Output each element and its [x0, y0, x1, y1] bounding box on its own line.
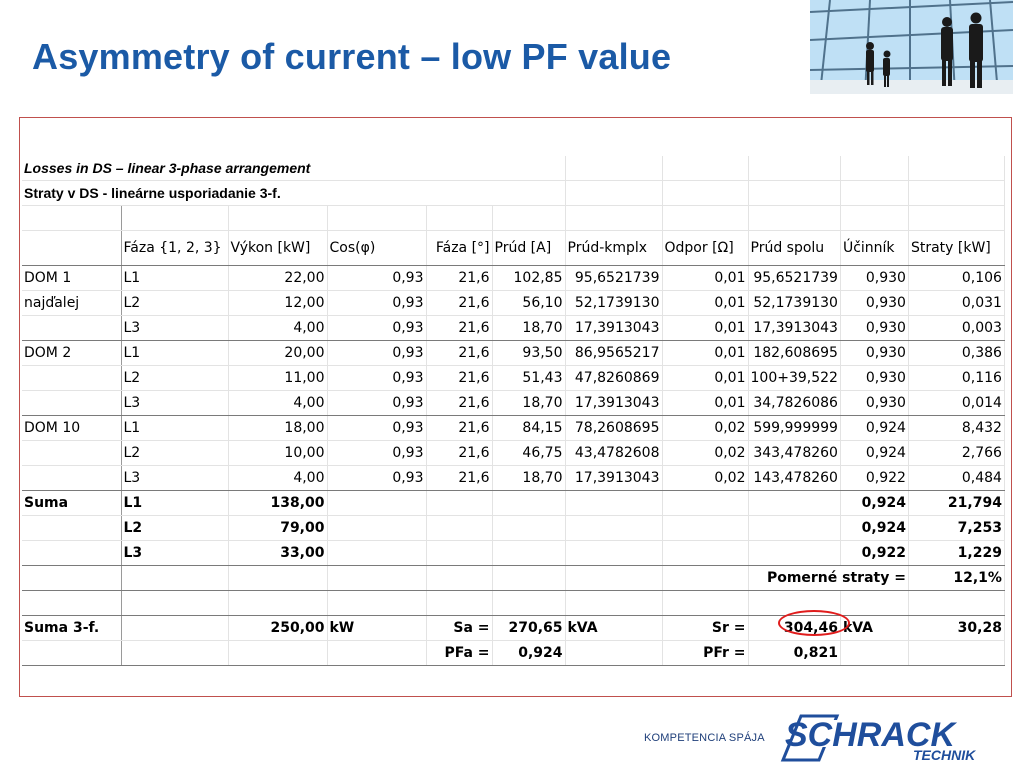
table-cell: 18,00 [228, 416, 327, 441]
total-power-unit: kW [327, 616, 426, 641]
table-cell: 0,924 [840, 516, 908, 541]
total-losses: 30,28 [908, 616, 1004, 641]
table-cell [748, 516, 840, 541]
table-cell: 10,00 [228, 441, 327, 466]
footer-tagline: KOMPETENCIA SPÁJA [644, 732, 765, 744]
table-cell: 0,01 [662, 291, 748, 316]
table-cell [662, 491, 748, 516]
table-cell: 18,70 [492, 316, 565, 341]
table-cell: 0,031 [908, 291, 1004, 316]
table-cell: 78,2608695 [565, 416, 662, 441]
table-cell: L3 [121, 316, 228, 341]
table-cell: 17,3913043 [565, 391, 662, 416]
table-cell: 79,00 [228, 516, 327, 541]
table-row [22, 291, 1004, 316]
table-cell: 47,8260869 [565, 366, 662, 391]
header-cell: Odpor [Ω] [662, 231, 748, 266]
table-row [22, 316, 1004, 341]
table-cell: 100+39,522 [748, 366, 840, 391]
sa-label: Sa = [426, 616, 492, 641]
total-power: 250,00 [228, 616, 327, 641]
table-cell: 52,1739130 [565, 291, 662, 316]
table-cell: 0,02 [662, 416, 748, 441]
table-cell [327, 541, 426, 566]
table-cell: L2 [121, 291, 228, 316]
pfa-value: 0,924 [492, 641, 565, 666]
table-cell [492, 516, 565, 541]
sr-label: Sr = [662, 616, 748, 641]
schrack-logo-graphic [775, 708, 1000, 764]
table-cell [492, 491, 565, 516]
header-cell: Výkon [kW] [228, 231, 327, 266]
header-cell: Prúd-kmplx [565, 231, 662, 266]
pfr-value: 0,821 [748, 641, 840, 666]
table-cell [327, 516, 426, 541]
table-cell: 0,003 [908, 316, 1004, 341]
table-cell: 0,01 [662, 366, 748, 391]
table-row [22, 341, 1004, 366]
table-cell: 17,3913043 [565, 466, 662, 491]
table-cell [22, 316, 121, 341]
table-cell: 0,386 [908, 341, 1004, 366]
table-cell [748, 491, 840, 516]
pf-row [22, 641, 1004, 666]
table-cell: 0,930 [840, 391, 908, 416]
table-cell: 84,15 [492, 416, 565, 441]
table-cell: 43,4782608 [565, 441, 662, 466]
table-cell: 11,00 [228, 366, 327, 391]
table-cell: 0,930 [840, 266, 908, 291]
table-cell: DOM 2 [22, 341, 121, 366]
table-cell: 2,766 [908, 441, 1004, 466]
relative-losses-label: Pomerné straty = [748, 566, 908, 591]
table-cell: 95,6521739 [565, 266, 662, 291]
table-cell: 21,6 [426, 366, 492, 391]
table-row [22, 391, 1004, 416]
table-cell: 343,478260 [748, 441, 840, 466]
table-cell: L1 [121, 266, 228, 291]
header-cell: Účinník [840, 231, 908, 266]
table-cell: 0,93 [327, 466, 426, 491]
total-label: Suma 3-f. [22, 616, 121, 641]
relative-losses-row [22, 566, 1004, 591]
table-cell: 8,432 [908, 416, 1004, 441]
sr-value: 304,46 [748, 616, 840, 641]
table-cell: 51,43 [492, 366, 565, 391]
table-cell [565, 491, 662, 516]
table-cell: 0,93 [327, 266, 426, 291]
header-cell: Cos(φ) [327, 231, 426, 266]
blank-row [22, 206, 1004, 231]
table-cell: 18,70 [492, 466, 565, 491]
table-cell [22, 366, 121, 391]
caption-row-en [22, 156, 1004, 181]
table-cell: 56,10 [492, 291, 565, 316]
table-cell: 46,75 [492, 441, 565, 466]
table-cell: 52,1739130 [748, 291, 840, 316]
table-cell: 0,922 [840, 466, 908, 491]
caption-row-sk [22, 181, 1004, 206]
table-cell: 21,6 [426, 316, 492, 341]
table-cell: 138,00 [228, 491, 327, 516]
table-row [22, 266, 1004, 291]
table-cell: 0,930 [840, 341, 908, 366]
table-cell: 21,6 [426, 441, 492, 466]
table-cell [22, 391, 121, 416]
table-cell: 0,484 [908, 466, 1004, 491]
table-cell: Suma [22, 491, 121, 516]
table-cell: 0,93 [327, 366, 426, 391]
table-cell: 0,93 [327, 316, 426, 341]
table-cell: 21,6 [426, 341, 492, 366]
table-frame [19, 117, 1012, 697]
table-cell: 102,85 [492, 266, 565, 291]
header-cell: Prúd spolu [748, 231, 840, 266]
table-cell [22, 541, 121, 566]
table-cell: 33,00 [228, 541, 327, 566]
table-cell: 86,9565217 [565, 341, 662, 366]
caption-en: Losses in DS – linear 3-phase arrangement [22, 156, 565, 181]
table-cell: 0,116 [908, 366, 1004, 391]
business-people-photo [810, 0, 1013, 94]
table-cell: 18,70 [492, 391, 565, 416]
table-row [22, 416, 1004, 441]
table-cell: 0,930 [840, 366, 908, 391]
table-cell: 0,106 [908, 266, 1004, 291]
table-cell [22, 441, 121, 466]
table-cell: 0,01 [662, 316, 748, 341]
table-cell: 0,93 [327, 391, 426, 416]
table-cell: 0,93 [327, 341, 426, 366]
table-cell: 599,999999 [748, 416, 840, 441]
losses-table [22, 156, 1005, 666]
table-cell: 22,00 [228, 266, 327, 291]
total-row [22, 616, 1004, 641]
table-cell: L1 [121, 341, 228, 366]
table-cell: 0,02 [662, 466, 748, 491]
table-row [22, 466, 1004, 491]
table-cell: 0,924 [840, 491, 908, 516]
sa-value: 270,65 [492, 616, 565, 641]
table-cell: L2 [121, 366, 228, 391]
header-cell: Straty [kW] [908, 231, 1004, 266]
schrack-logo [775, 708, 1000, 764]
table-row [22, 541, 1004, 566]
header-row [22, 231, 1004, 266]
table-cell: 143,478260 [748, 466, 840, 491]
table-cell: 21,6 [426, 291, 492, 316]
table-cell: 12,00 [228, 291, 327, 316]
table-cell: 93,50 [492, 341, 565, 366]
table-cell: 20,00 [228, 341, 327, 366]
table-cell [565, 541, 662, 566]
table-cell: L3 [121, 466, 228, 491]
table-cell: L2 [121, 516, 228, 541]
logo-sub-text: TECHNIK [913, 747, 976, 763]
table-cell: 0,01 [662, 266, 748, 291]
table-cell: 0,924 [840, 441, 908, 466]
table-cell: 7,253 [908, 516, 1004, 541]
table-cell: 0,02 [662, 441, 748, 466]
table-cell: 21,794 [908, 491, 1004, 516]
table-cell: 21,6 [426, 266, 492, 291]
logo-main-text: SCHRACK [785, 716, 955, 754]
table-cell [748, 541, 840, 566]
table-row [22, 491, 1004, 516]
table-cell: 17,3913043 [748, 316, 840, 341]
pfr-highlight-ellipse [778, 610, 850, 636]
table-cell: 0,01 [662, 341, 748, 366]
relative-losses-value: 12,1% [908, 566, 1004, 591]
table-cell: 0,924 [840, 416, 908, 441]
table-row [22, 516, 1004, 541]
table-cell: L3 [121, 541, 228, 566]
table-cell: 34,7826086 [748, 391, 840, 416]
table-cell: 0,922 [840, 541, 908, 566]
table-cell: L1 [121, 416, 228, 441]
table-cell: 0,93 [327, 416, 426, 441]
table-cell [492, 541, 565, 566]
table-cell: DOM 1 [22, 266, 121, 291]
table-cell [22, 516, 121, 541]
sa-unit: kVA [565, 616, 662, 641]
table-cell: najďalej [22, 291, 121, 316]
header-cell: Prúd [A] [492, 231, 565, 266]
header-cell: Fáza [°] [426, 231, 492, 266]
table-cell: DOM 10 [22, 416, 121, 441]
table-cell [22, 466, 121, 491]
table-cell: 21,6 [426, 466, 492, 491]
table-cell: L1 [121, 491, 228, 516]
photo-illustration [810, 0, 1013, 94]
table-cell: 4,00 [228, 316, 327, 341]
table-cell: 21,6 [426, 391, 492, 416]
table-cell: 0,01 [662, 391, 748, 416]
table-cell [426, 491, 492, 516]
header-cell: Fáza {1, 2, 3} [121, 231, 228, 266]
table-cell: L2 [121, 441, 228, 466]
table-cell [327, 491, 426, 516]
spacer-row [22, 591, 1004, 616]
table-cell: 4,00 [228, 466, 327, 491]
sr-unit: kVA [840, 616, 908, 641]
table-row [22, 366, 1004, 391]
table-cell: 0,93 [327, 441, 426, 466]
sum-rows [22, 491, 1004, 566]
caption-sk: Straty v DS - lineárne usporiadanie 3-f. [22, 181, 565, 206]
table-cell [662, 541, 748, 566]
table-cell: 0,930 [840, 291, 908, 316]
table-cell: 1,229 [908, 541, 1004, 566]
table-cell [662, 516, 748, 541]
table-cell: 17,3913043 [565, 316, 662, 341]
table-cell: 0,014 [908, 391, 1004, 416]
slide-title: Asymmetry of current – low PF value [32, 36, 672, 77]
table-cell: 0,93 [327, 291, 426, 316]
table-cell: 0,930 [840, 316, 908, 341]
table-cell [426, 516, 492, 541]
table-cell: 4,00 [228, 391, 327, 416]
pfr-label: PFr = [662, 641, 748, 666]
table-cell: 21,6 [426, 416, 492, 441]
table-cell [565, 516, 662, 541]
table-cell: 95,6521739 [748, 266, 840, 291]
table-cell: L3 [121, 391, 228, 416]
pfa-label: PFa = [426, 641, 492, 666]
table-cell: 182,608695 [748, 341, 840, 366]
table-row [22, 441, 1004, 466]
spreadsheet [22, 156, 1005, 666]
table-cell [426, 541, 492, 566]
data-rows [22, 266, 1004, 491]
